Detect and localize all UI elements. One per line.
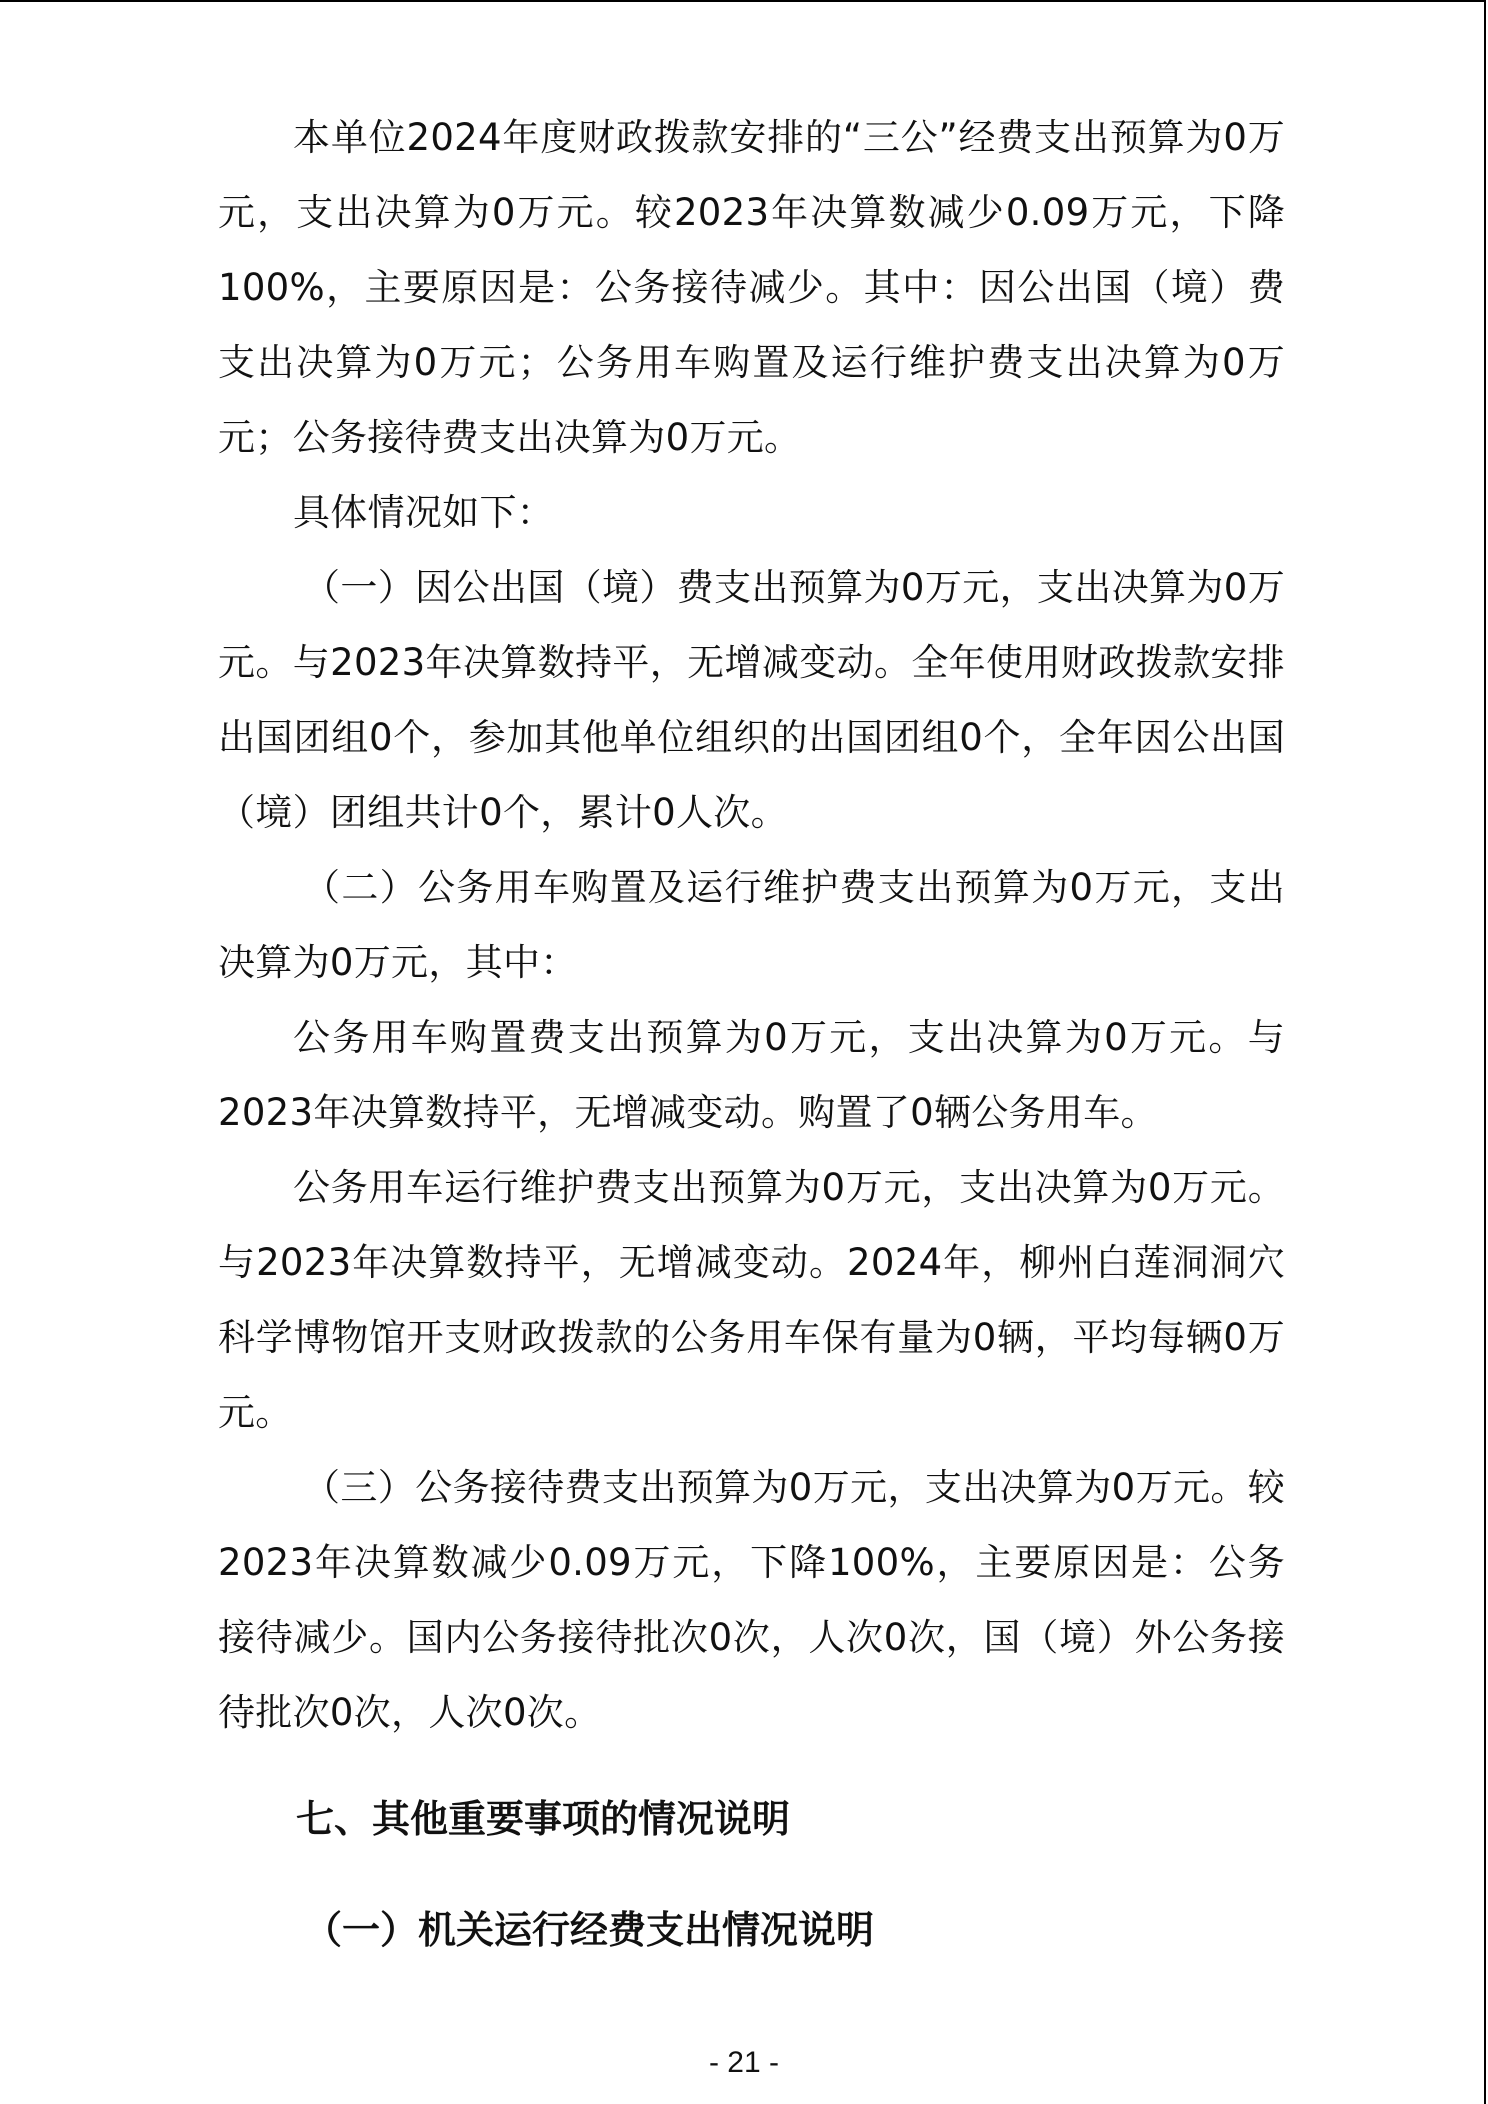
paragraph-details-intro: 具体情况如下： — [293, 491, 555, 534]
subsection-heading: （一）机关运行经费支出情况说明 — [304, 1908, 875, 1952]
paragraph-vehicle-summary: （二）公务用车购置及运行维护费支出预算为0万元，支出决算为0万元，其中： — [218, 866, 1285, 984]
paragraph-sangong-summary: 本单位2024年度财政拨款安排的“三公”经费支出预算为0万元，支出决算为0万元。较2023年决算数减少0.09万元，下降100%，主要原因是：公务接待减少。其中：因公出国（境）费支出决算为0万元；公务用车购置及运行维护费支出决算为0万元；公务接待费支出决算为0万元。 — [218, 116, 1285, 459]
section-heading: 七、其他重要事项的情况说明 — [296, 1797, 791, 1841]
paragraph-reception: （三）公务接待费支出预算为0万元，支出决算为0万元。较2023年决算数减少0.09万元，下降100%，主要原因是：公务接待减少。国内公务接待批次0次，人次0次，国（境）外公务接待批次0次，人次0次。 — [218, 1466, 1285, 1734]
document-body — [218, 100, 1285, 1968]
paragraph-vehicle-maintenance: 公务用车运行维护费支出预算为0万元，支出决算为0万元。与2023年决算数持平，无增减变动。2024年，柳州白莲洞洞穴科学博物馆开支财政拨款的公务用车保有量为0辆，平均每辆0万元。 — [218, 1166, 1285, 1434]
paragraph-vehicle-purchase: 公务用车购置费支出预算为0万元，支出决算为0万元。与2023年决算数持平，无增减变动。购置了0辆公务用车。 — [218, 1016, 1285, 1134]
page-number: - 21 - — [708, 2046, 780, 2079]
paragraph-overseas-travel: （一）因公出国（境）费支出预算为0万元，支出决算为0万元。与2023年决算数持平，无增减变动。全年使用财政拨款安排出国团组0个，参加其他单位组织的出国团组0个，全年因公出国（境）团组共计0个，累计0人次。 — [218, 566, 1285, 834]
